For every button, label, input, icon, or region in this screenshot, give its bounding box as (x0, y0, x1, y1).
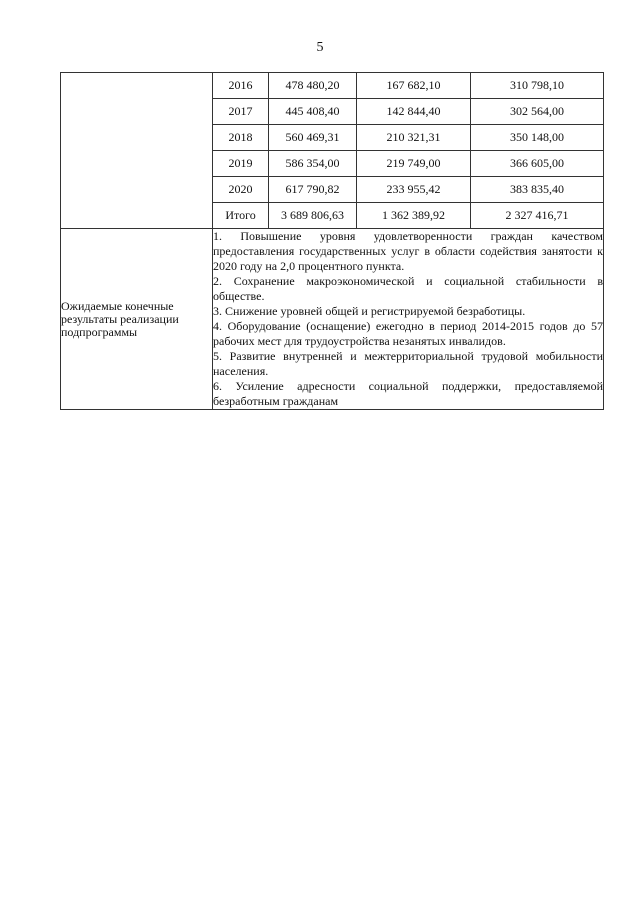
amount-cell: 302 564,00 (471, 99, 604, 125)
result-item: 3. Снижение уровней общей и регистрируемой безработицы. (213, 304, 526, 318)
year-cell: 2020 (213, 177, 269, 203)
results-label: Ожидаемые конечные результаты реализации подпрограммы (61, 229, 213, 410)
amount-cell: 1 362 389,92 (357, 203, 471, 229)
empty-label-cell (61, 73, 213, 229)
result-item: 1. Повышение уровня удовлетворенности граждан качеством предоставления государственных услуг в области содействия занятости к 2020 году на 2,0 процентного пункта. (213, 229, 603, 273)
amount-cell: 350 148,00 (471, 125, 604, 151)
table-row (61, 73, 604, 99)
amount-cell: 383 835,40 (471, 177, 604, 203)
subprogram-passport-table (60, 72, 604, 410)
amount-cell: 142 844,40 (357, 99, 471, 125)
total-cell: 445 408,40 (269, 99, 357, 125)
amount-cell: 310 798,10 (471, 73, 604, 99)
year-cell: 2018 (213, 125, 269, 151)
amount-cell: 167 682,10 (357, 73, 471, 99)
amount-cell: 233 955,42 (357, 177, 471, 203)
total-cell: 478 480,20 (269, 73, 357, 99)
total-cell: 3 689 806,63 (269, 203, 357, 229)
amount-cell: 219 749,00 (357, 151, 471, 177)
result-item: 6. Усиление адресности социальной поддержки, предоставляемой безработным гражданам (213, 379, 603, 408)
total-cell: 560 469,31 (269, 125, 357, 151)
results-row (61, 229, 604, 410)
amount-cell: 2 327 416,71 (471, 203, 604, 229)
results-description (213, 229, 604, 410)
amount-cell: 210 321,31 (357, 125, 471, 151)
year-cell: 2017 (213, 99, 269, 125)
result-item: 4. Оборудование (оснащение) ежегодно в период 2014-2015 годов до 57 рабочих мест для трудоустройства незанятых инвалидов. (213, 319, 603, 348)
year-cell: 2019 (213, 151, 269, 177)
total-cell: 617 790,82 (269, 177, 357, 203)
result-item: 5. Развитие внутренней и межтерриториальной трудовой мобильности населения. (213, 349, 603, 378)
page-number: 5 (316, 40, 324, 55)
amount-cell: 366 605,00 (471, 151, 604, 177)
total-cell: 586 354,00 (269, 151, 357, 177)
year-cell: 2016 (213, 73, 269, 99)
result-item: 2. Сохранение макроэкономической и социальной стабильности в обществе. (213, 274, 603, 303)
total-label-cell: Итого (213, 203, 269, 229)
